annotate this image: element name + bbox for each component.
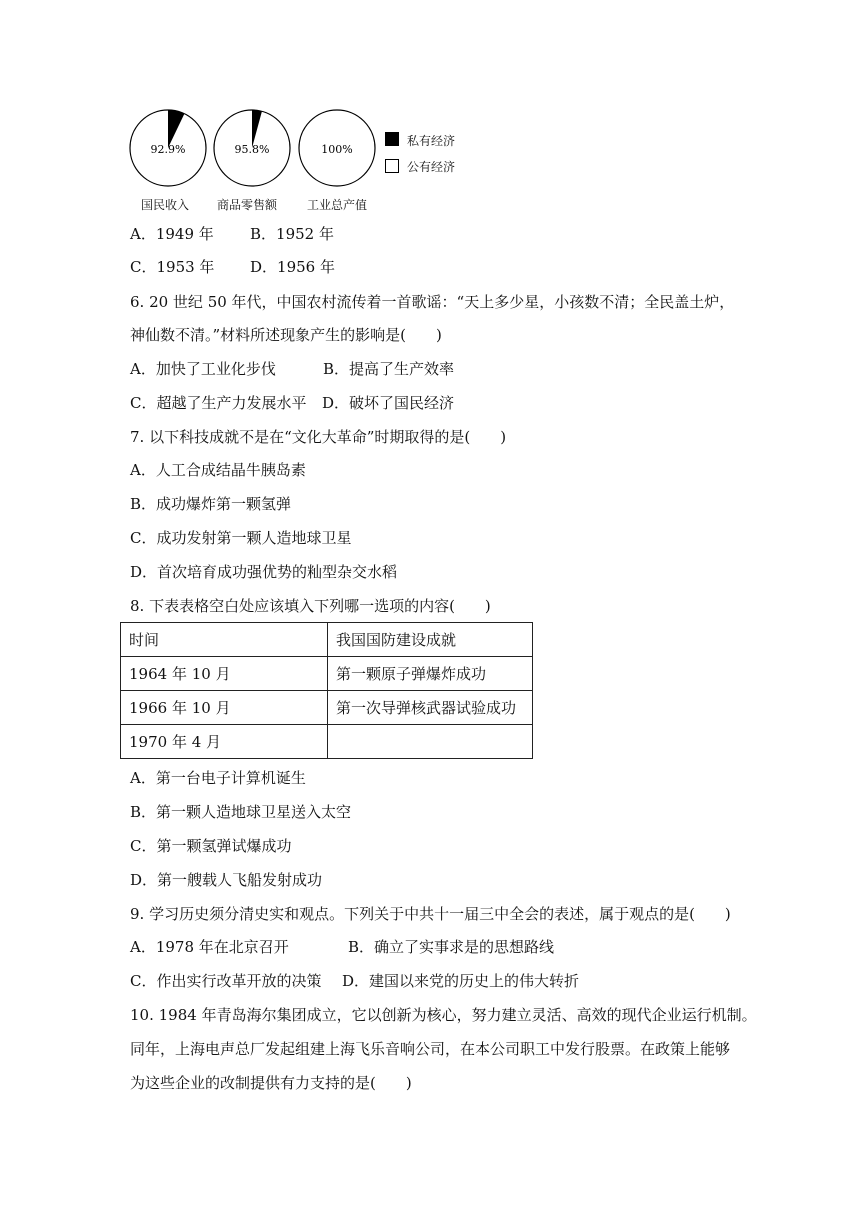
q6-options-row-1 xyxy=(130,359,454,379)
q7-option-d[interactable]: D．首次培育成功强优势的籼型杂交水稻 xyxy=(130,563,398,581)
q8-option-c[interactable]: C．第一颗氢弹试爆成功 xyxy=(130,837,292,855)
q6-stem-line-1: 6. 20 世纪 50 年代，中国农村流传着一首歌谣：“天上多少星，小孩数不清；全民盖土炉， xyxy=(130,293,735,311)
q6-options-row-2 xyxy=(130,393,454,413)
pie-label-retail-sales: 商品零售额 xyxy=(217,198,278,212)
table-row xyxy=(121,691,533,725)
q9-options-row-2 xyxy=(130,971,579,991)
q9-stem: 9. 学习历史须分清史实和观点。下列关于中共十一届三中全会的表述，属于观点的是( ) xyxy=(130,905,731,923)
q6-stem-line-2: 神仙数不清。”材料所述现象产生的影响是( ) xyxy=(130,326,442,344)
q10-stem-line-3: 为这些企业的改制提供有力支持的是( ) xyxy=(130,1074,412,1092)
table-row xyxy=(121,725,533,759)
q9-option-b[interactable]: B．确立了实事求是的思想路线 xyxy=(348,938,555,956)
q9-option-c[interactable]: C．作出实行改革开放的决策 xyxy=(130,972,322,990)
pie-1-percent-label: 92.9% xyxy=(150,143,186,156)
q7-option-b[interactable]: B．成功爆炸第一颗氢弹 xyxy=(130,495,292,513)
q5-option-a[interactable]: A．1949 年 xyxy=(130,225,214,243)
q9-options-row-1 xyxy=(130,937,554,957)
q5-options-row-1 xyxy=(130,224,334,244)
q7-option-c[interactable]: C．成功发射第一颗人造地球卫星 xyxy=(130,529,352,547)
q8-option-d[interactable]: D．第一艘载人飞船发射成功 xyxy=(130,871,323,889)
q10-stem-line-1: 10. 1984 年青岛海尔集团成立，它以创新为核心，努力建立灵活、高效的现代企业运行机制。 xyxy=(130,1006,757,1024)
q6-option-a[interactable]: A．加快了工业化步伐 xyxy=(130,360,276,378)
table-cell: 1966 年 10 月 xyxy=(121,691,328,725)
table-cell: 1970 年 4 月 xyxy=(121,725,328,759)
legend-private-swatch xyxy=(385,132,399,146)
table-cell: 第一次导弹核武器试验成功 xyxy=(328,691,533,725)
q8-option-b[interactable]: B．第一颗人造地球卫星送入太空 xyxy=(130,803,352,821)
table-header-row xyxy=(121,623,533,657)
q5-option-d[interactable]: D．1956 年 xyxy=(250,258,335,276)
table-header-achievement: 我国国防建设成就 xyxy=(328,623,533,657)
q6-option-b[interactable]: B．提高了生产效率 xyxy=(323,360,455,378)
q6-option-d[interactable]: D．破坏了国民经济 xyxy=(322,394,455,412)
table-cell-blank xyxy=(328,725,533,759)
q5-option-b[interactable]: B．1952 年 xyxy=(250,225,334,243)
table-header-time: 时间 xyxy=(121,623,328,657)
q8-table xyxy=(120,622,533,759)
q9-option-d[interactable]: D．建国以来党的历史上的伟大转折 xyxy=(342,972,580,990)
table-row xyxy=(121,657,533,691)
q7-option-a[interactable]: A．人工合成结晶牛胰岛素 xyxy=(130,461,306,479)
table-cell: 1964 年 10 月 xyxy=(121,657,328,691)
pie-label-national-income: 国民收入 xyxy=(141,198,190,212)
pie-3-percent-label: 100% xyxy=(321,143,353,156)
table-cell: 第一颗原子弹爆炸成功 xyxy=(328,657,533,691)
q8-option-a[interactable]: A．第一台电子计算机诞生 xyxy=(130,769,306,787)
q6-option-c[interactable]: C．超越了生产力发展水平 xyxy=(130,394,307,412)
q5-options-row-2 xyxy=(130,257,335,277)
q7-stem: 7. 以下科技成就不是在“文化大革命”时期取得的是( ) xyxy=(130,428,507,446)
q10-stem-line-2: 同年，上海电声总厂发起组建上海飞乐音响公司，在本公司职工中发行股票。在政策上能够 xyxy=(130,1040,731,1058)
pie-2-percent-label: 95.8% xyxy=(234,143,270,156)
q9-option-a[interactable]: A．1978 年在北京召开 xyxy=(130,938,289,956)
pie-chart-figure xyxy=(125,108,485,218)
legend-public-swatch xyxy=(385,159,399,173)
q5-option-c[interactable]: C．1953 年 xyxy=(130,258,215,276)
legend-private-label: 私有经济 xyxy=(407,134,456,148)
q8-stem: 8. 下表表格空白处应该填入下列哪一选项的内容( ) xyxy=(130,597,491,615)
pie-label-industrial-output: 工业总产值 xyxy=(307,198,368,212)
legend-public-label: 公有经济 xyxy=(407,160,456,174)
